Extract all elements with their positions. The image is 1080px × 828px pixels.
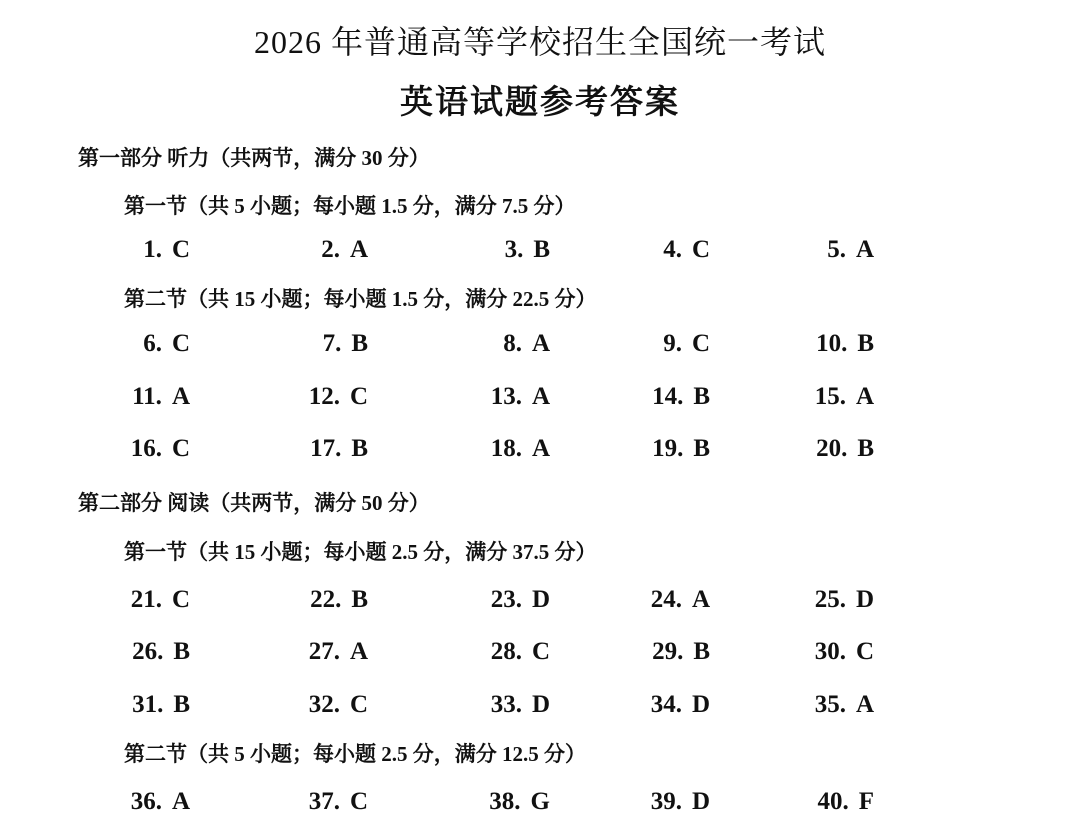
- question-number: 37.: [308, 788, 340, 815]
- answer-item: [309, 634, 368, 670]
- question-number: 36.: [130, 788, 162, 815]
- answer-item: [652, 379, 710, 415]
- question-number: 32.: [308, 691, 340, 718]
- answer-item: [815, 379, 874, 415]
- answer-letter: B: [693, 638, 710, 665]
- question-number: 38.: [489, 788, 521, 815]
- answer-letter: C: [171, 435, 190, 462]
- answer-row: [0, 634, 1080, 670]
- answer-row: [0, 379, 1080, 415]
- answer-letter: C: [691, 236, 710, 263]
- question-number: 19.: [652, 435, 684, 462]
- answer-letter: C: [171, 330, 190, 357]
- question-number: 5.: [827, 236, 846, 263]
- answer-letter: D: [691, 788, 710, 815]
- answer-letter: B: [351, 586, 368, 613]
- question-number: 34.: [650, 691, 682, 718]
- answer-letter: A: [171, 383, 190, 410]
- section-heading-listening-2: 第二节（共 15 小题；每小题 1.5 分，满分 22.5 分）: [124, 287, 597, 311]
- answer-row: [0, 431, 1080, 467]
- answer-letter: A: [691, 586, 710, 613]
- question-number: 8.: [503, 330, 522, 357]
- answer-letter: B: [693, 383, 710, 410]
- question-number: 30.: [814, 638, 846, 665]
- question-number: 1.: [143, 236, 162, 263]
- answer-letter: B: [351, 435, 368, 462]
- answer-letter: C: [531, 638, 550, 665]
- answer-letter: G: [530, 788, 550, 815]
- answer-item: [309, 379, 368, 415]
- question-number: 39.: [650, 788, 682, 815]
- answer-letter: B: [173, 691, 190, 718]
- question-number: 29.: [652, 638, 684, 665]
- answer-item: [815, 687, 874, 723]
- answer-letter: A: [349, 638, 368, 665]
- answer-item: [310, 431, 368, 467]
- question-number: 20.: [816, 435, 848, 462]
- answer-item: [131, 582, 190, 618]
- question-number: 16.: [130, 435, 162, 462]
- section-heading-reading-2: 第二节（共 5 小题；每小题 2.5 分，满分 12.5 分）: [124, 742, 586, 766]
- answer-letter: C: [855, 638, 874, 665]
- question-number: 24.: [650, 586, 682, 613]
- answer-letter: A: [855, 691, 874, 718]
- question-number: 10.: [816, 330, 848, 357]
- question-number: 22.: [310, 586, 342, 613]
- answer-letter: C: [171, 236, 190, 263]
- answer-item: [491, 582, 550, 618]
- answer-letter: C: [171, 586, 190, 613]
- answer-item: [816, 431, 874, 467]
- answer-item: [131, 784, 190, 820]
- answer-item: [663, 232, 710, 268]
- answer-letter: C: [349, 788, 368, 815]
- section-heading-listening-1: 第一节（共 5 小题；每小题 1.5 分，满分 7.5 分）: [124, 194, 576, 218]
- answer-letter: C: [349, 691, 368, 718]
- answer-item: [132, 379, 190, 415]
- answer-item: [817, 784, 874, 820]
- answer-item: [503, 326, 550, 362]
- answer-item: [652, 431, 710, 467]
- answer-letter: A: [349, 236, 368, 263]
- answer-item: [310, 582, 368, 618]
- question-number: 31.: [132, 691, 164, 718]
- answer-letter: D: [531, 691, 550, 718]
- question-number: 15.: [814, 383, 846, 410]
- question-number: 17.: [310, 435, 342, 462]
- answer-item: [132, 687, 190, 723]
- answer-row: [0, 784, 1080, 820]
- question-number: 35.: [814, 691, 846, 718]
- question-number: 3.: [504, 236, 524, 263]
- answer-item: [652, 634, 710, 670]
- answer-letter: B: [533, 236, 550, 263]
- answer-item: [131, 431, 190, 467]
- answer-letter: B: [351, 330, 368, 357]
- answer-item: [815, 582, 874, 618]
- question-number: 33.: [490, 691, 522, 718]
- answer-item: [491, 687, 550, 723]
- answer-item: [651, 784, 710, 820]
- question-number: 28.: [490, 638, 522, 665]
- question-number: 23.: [490, 586, 522, 613]
- answer-letter: D: [531, 586, 550, 613]
- answer-letter: A: [171, 788, 190, 815]
- answer-item: [321, 232, 368, 268]
- answer-letter: F: [858, 788, 874, 815]
- question-number: 26.: [132, 638, 164, 665]
- question-number: 40.: [817, 788, 849, 815]
- question-number: 13.: [490, 383, 522, 410]
- question-number: 12.: [308, 383, 340, 410]
- answer-item: [143, 326, 190, 362]
- answer-letter: C: [349, 383, 368, 410]
- answer-item: [323, 326, 368, 362]
- answer-letter: D: [855, 586, 874, 613]
- section-heading-reading-1: 第一节（共 15 小题；每小题 2.5 分，满分 37.5 分）: [124, 540, 597, 564]
- answer-row: [0, 687, 1080, 723]
- answer-item: [663, 326, 710, 362]
- answer-letter: D: [691, 691, 710, 718]
- part-heading-listening: 第一部分 听力（共两节，满分 30 分）: [78, 146, 430, 170]
- answer-item: [491, 379, 550, 415]
- answer-item: [491, 634, 550, 670]
- answer-letter: B: [857, 330, 874, 357]
- answer-row: [0, 326, 1080, 362]
- answer-letter: B: [693, 435, 710, 462]
- question-number: 4.: [663, 236, 682, 263]
- question-number: 6.: [143, 330, 162, 357]
- answer-item: [651, 582, 710, 618]
- page-subtitle: 英语试题参考答案: [400, 85, 680, 121]
- question-number: 7.: [322, 330, 342, 357]
- answer-item: [143, 232, 190, 268]
- answer-letter: A: [855, 236, 874, 263]
- answer-letter: B: [173, 638, 190, 665]
- answer-item: [309, 687, 368, 723]
- answer-row: [0, 232, 1080, 268]
- answer-item: [132, 634, 190, 670]
- answer-item: [491, 431, 550, 467]
- answer-letter: C: [691, 330, 710, 357]
- question-number: 21.: [130, 586, 162, 613]
- answer-item: [489, 784, 550, 820]
- question-number: 14.: [652, 383, 684, 410]
- answer-item: [827, 232, 874, 268]
- answer-letter: A: [855, 383, 874, 410]
- answer-item: [309, 784, 368, 820]
- question-number: 27.: [308, 638, 340, 665]
- part-heading-reading: 第二部分 阅读（共两节，满分 50 分）: [78, 491, 430, 515]
- answer-letter: A: [531, 383, 550, 410]
- answer-letter: A: [531, 330, 550, 357]
- answer-item: [505, 232, 550, 268]
- answer-item: [815, 634, 874, 670]
- answer-row: [0, 582, 1080, 618]
- page-title: 2026 年普通高等学校招生全国统一考试: [253, 24, 826, 60]
- answer-item: [651, 687, 710, 723]
- question-number: 11.: [132, 383, 162, 410]
- question-number: 25.: [814, 586, 846, 613]
- question-number: 9.: [663, 330, 682, 357]
- answer-letter: B: [857, 435, 874, 462]
- answer-letter: A: [531, 435, 550, 462]
- question-number: 2.: [321, 236, 340, 263]
- answer-item: [816, 326, 874, 362]
- question-number: 18.: [490, 435, 522, 462]
